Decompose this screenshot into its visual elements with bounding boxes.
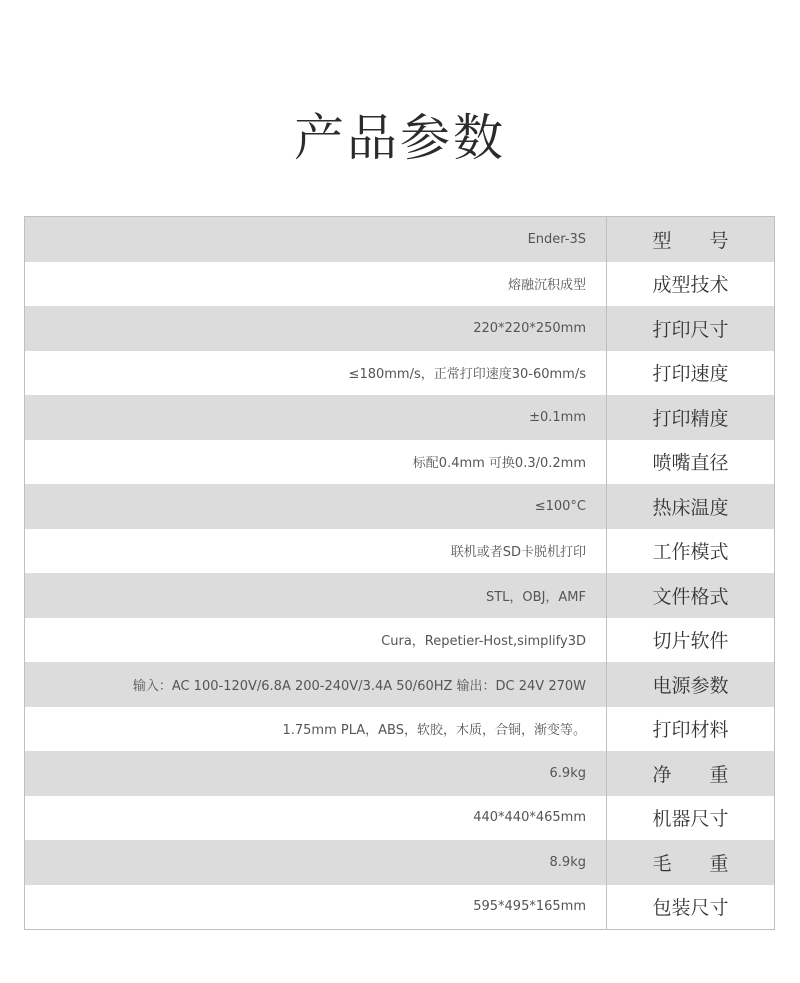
spec-table [24,216,775,930]
table-row [25,529,774,574]
spec-label: 毛 重 [606,840,774,885]
spec-label: 打印精度 [606,395,774,440]
table-row [25,484,774,529]
table-row [25,618,774,663]
spec-value: ≤100°C [534,498,586,514]
spec-label: 电源参数 [606,662,774,707]
table-row [25,885,774,930]
spec-label: 热床温度 [606,484,774,529]
spec-value: 595*495*165mm [473,899,586,915]
table-row [25,796,774,841]
page-title: 产品参数 [294,109,506,167]
spec-value: 220*220*250mm [473,320,586,336]
spec-value: ≤180mm/s，正常打印速度30-60mm/s [348,367,586,383]
spec-value: Ender-3S [527,231,586,247]
table-row [25,351,774,396]
table-row [25,262,774,307]
table-row [25,306,774,351]
spec-label: 打印尺寸 [606,306,774,351]
table-row [25,707,774,752]
spec-value: 6.9kg [549,765,586,781]
spec-value: 输入：AC 100-120V/6.8A 200-240V/3.4A 50/60HZ 输出：DC 24V 270W [132,678,586,694]
table-row [25,440,774,485]
spec-label: 打印材料 [606,707,774,752]
spec-label: 净 重 [606,751,774,796]
table-row [25,217,774,262]
spec-label: 包装尺寸 [606,885,774,930]
spec-label: 喷嘴直径 [606,440,774,485]
table-row [25,840,774,885]
spec-label: 文件格式 [606,573,774,618]
spec-value: 440*440*465mm [473,810,586,826]
spec-value: 1.75mm PLA，ABS，软胶，木质，合铜，渐变等。 [282,723,586,739]
spec-value: STL，OBJ，AMF [485,589,586,605]
spec-value: 8.9kg [549,854,586,870]
spec-label: 机器尺寸 [606,796,774,841]
spec-label: 切片软件 [606,618,774,663]
spec-value: 标配0.4mm 可换0.3/0.2mm [412,456,586,472]
spec-value: Cura，Repetier-Host,simplify3D [381,634,586,650]
spec-value: 熔融沉积成型 [507,278,586,294]
spec-value: ±0.1mm [529,409,586,425]
table-row [25,395,774,440]
spec-label: 工作模式 [606,529,774,574]
table-row [25,751,774,796]
spec-label: 成型技术 [606,262,774,307]
table-row [25,573,774,618]
spec-value: 联机或者SD卡脱机打印 [450,545,586,561]
spec-label: 打印速度 [606,351,774,396]
spec-label: 型 号 [606,217,774,262]
table-row [25,662,774,707]
